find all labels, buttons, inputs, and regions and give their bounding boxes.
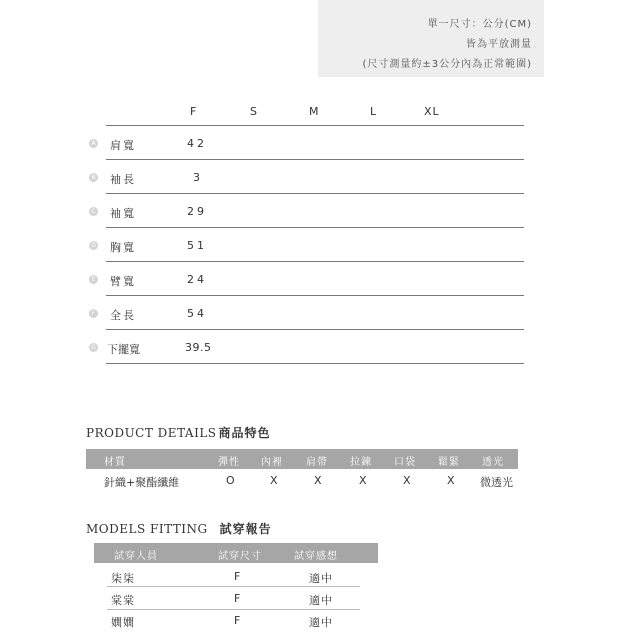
size-row-length (86, 296, 524, 330)
row-value-f: 42 (187, 137, 207, 150)
row-label: 袖長 (110, 173, 136, 186)
header-fitting-size: 試穿尺寸 (218, 551, 262, 562)
row-value-f: 39.5 (185, 341, 212, 354)
model-feeling: 適中 (309, 572, 333, 585)
model-feeling: 適中 (309, 594, 333, 607)
header-elasticity: 彈性 (218, 457, 240, 468)
size-note-box (318, 0, 544, 77)
row-letter-badge: B (89, 173, 98, 182)
model-name: 棠棠 (111, 594, 135, 607)
value-pocket: X (403, 474, 412, 487)
product-details-title-en: PRODUCT DETAILS (86, 426, 217, 440)
size-header-f: F (190, 105, 198, 118)
header-pocket: 口袋 (394, 457, 416, 468)
size-row-arm (86, 262, 524, 296)
size-row-hem (86, 330, 524, 364)
row-letter-badge: A (89, 139, 98, 148)
model-name: 柒柒 (111, 572, 135, 585)
row-letter-badge: G (89, 343, 98, 352)
models-fitting-title-zh: 試穿報告 (219, 522, 272, 536)
header-strap: 肩帶 (306, 457, 328, 468)
product-details-title (86, 424, 271, 441)
header-model: 試穿人員 (114, 551, 158, 562)
row-label: 胸寬 (110, 241, 136, 254)
size-header-xl: XL (424, 105, 440, 118)
size-row-sleeve-length (86, 160, 524, 194)
size-header-s: S (250, 105, 258, 118)
row-letter-badge: E (89, 275, 98, 284)
header-lining: 內裡 (261, 457, 283, 468)
row-value-f: 51 (187, 239, 207, 252)
header-waistband: 鬆緊 (438, 457, 460, 468)
header-fitting-feeling: 試穿感想 (294, 551, 338, 562)
value-waistband: X (447, 474, 456, 487)
size-row-chest (86, 228, 524, 262)
value-strap: X (314, 474, 323, 487)
value-lining: X (270, 474, 279, 487)
models-fitting-title-en: MODELS FITTING (86, 522, 208, 536)
header-sheerness: 透光 (482, 457, 504, 468)
value-sheerness: 微透光 (480, 476, 513, 489)
value-elasticity: O (226, 474, 236, 487)
row-value-f: 54 (187, 307, 207, 320)
model-feeling: 適中 (309, 616, 333, 629)
size-header-m: M (309, 105, 320, 118)
value-material: 針織+聚酯纖維 (104, 476, 180, 489)
model-size: F (234, 570, 242, 583)
row-divider (106, 363, 524, 364)
row-letter-badge: C (89, 207, 98, 216)
row-value-f: 3 (193, 171, 203, 184)
models-row-divider (107, 609, 360, 610)
model-name: 嫺嫺 (111, 616, 135, 629)
size-header-l: L (370, 105, 378, 118)
size-note-method: 皆為平放測量 (466, 39, 532, 50)
models-fitting-header-bar (94, 543, 378, 563)
size-row-sleeve-width (86, 194, 524, 228)
row-label: 全長 (110, 309, 136, 322)
model-size: F (234, 614, 242, 627)
row-value-f: 29 (187, 205, 207, 218)
header-material: 材質 (104, 457, 126, 468)
product-details-title-zh: 商品特色 (218, 426, 271, 440)
model-size: F (234, 592, 242, 605)
size-note-unit: 單一尺寸：公分(CM) (427, 19, 532, 30)
header-zipper: 拉鍊 (350, 457, 372, 468)
value-zipper: X (359, 474, 368, 487)
size-row-shoulder (86, 126, 524, 160)
models-row-divider (107, 586, 360, 587)
size-note-tolerance: (尺寸測量約±3公分內為正常範圍) (362, 59, 532, 70)
product-details-header-bar (86, 449, 518, 469)
row-label: 下擺寬 (107, 343, 140, 356)
row-label: 臂寬 (110, 275, 136, 288)
row-letter-badge: F (89, 309, 98, 318)
row-value-f: 24 (187, 273, 207, 286)
row-label: 袖寬 (110, 207, 136, 220)
row-label: 肩寬 (110, 139, 136, 152)
models-fitting-title (86, 520, 272, 537)
row-letter-badge: D (89, 241, 98, 250)
